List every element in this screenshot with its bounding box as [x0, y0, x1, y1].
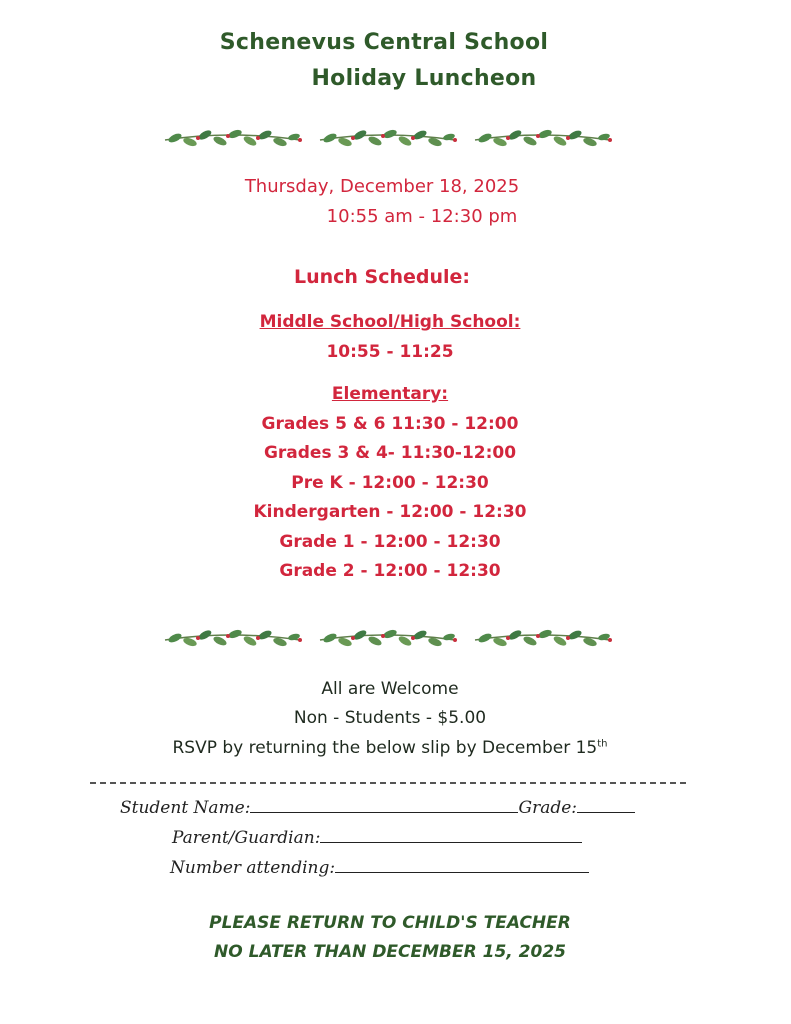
elementary-heading: Elementary:	[331, 384, 449, 404]
student-name-field[interactable]	[250, 796, 518, 813]
return-instruction: PLEASE RETURN TO CHILD'S TEACHER	[209, 913, 571, 933]
schedule-line: Grade 2 - 12:00 - 12:30	[279, 561, 501, 581]
schedule-line: Grades 3 & 4- 11:30-12:00	[263, 443, 517, 463]
holly-garland-bottom-icon	[160, 624, 620, 654]
event-time: 10:55 am - 12:30 pm	[326, 206, 518, 227]
deadline-instruction: NO LATER THAN DECEMBER 15, 2025	[214, 942, 566, 962]
grade-field[interactable]	[577, 796, 635, 813]
rsvp-suffix: th	[597, 738, 608, 750]
rsvp-main: RSVP by returning the below slip by December 15	[172, 738, 598, 758]
event-date: Thursday, December 18, 2025	[244, 176, 520, 197]
schedule-line: Grades 5 & 6 11:30 - 12:00	[261, 414, 519, 434]
ms-hs-heading: Middle School/High School:	[259, 312, 521, 332]
number-row	[170, 856, 589, 878]
welcome-text: All are Welcome	[321, 679, 459, 699]
student-name-label: Student Name:	[120, 798, 251, 818]
ms-hs-time: 10:55 - 11:25	[326, 342, 454, 362]
schedule-line: Grade 1 - 12:00 - 12:30	[279, 532, 501, 552]
schedule-line: Pre K - 12:00 - 12:30	[291, 473, 489, 493]
school-name: Schenevus Central School	[219, 30, 549, 55]
parent-field[interactable]	[320, 826, 582, 843]
holly-segment	[165, 128, 302, 147]
cut-line	[90, 782, 686, 784]
student-name-row	[120, 796, 635, 818]
grade-label: Grade:	[518, 798, 577, 818]
parent-label: Parent/Guardian:	[172, 828, 321, 848]
event-title: Holiday Luncheon	[311, 66, 537, 91]
number-field[interactable]	[335, 856, 589, 873]
schedule-line: Kindergarten - 12:00 - 12:30	[253, 502, 527, 522]
holly-garland-top-icon	[160, 124, 620, 154]
price-text: Non - Students - $5.00	[293, 708, 487, 728]
parent-row	[172, 826, 582, 848]
number-label: Number attending:	[170, 858, 336, 878]
lunch-schedule-heading: Lunch Schedule:	[293, 266, 471, 288]
rsvp-text	[0, 738, 780, 758]
